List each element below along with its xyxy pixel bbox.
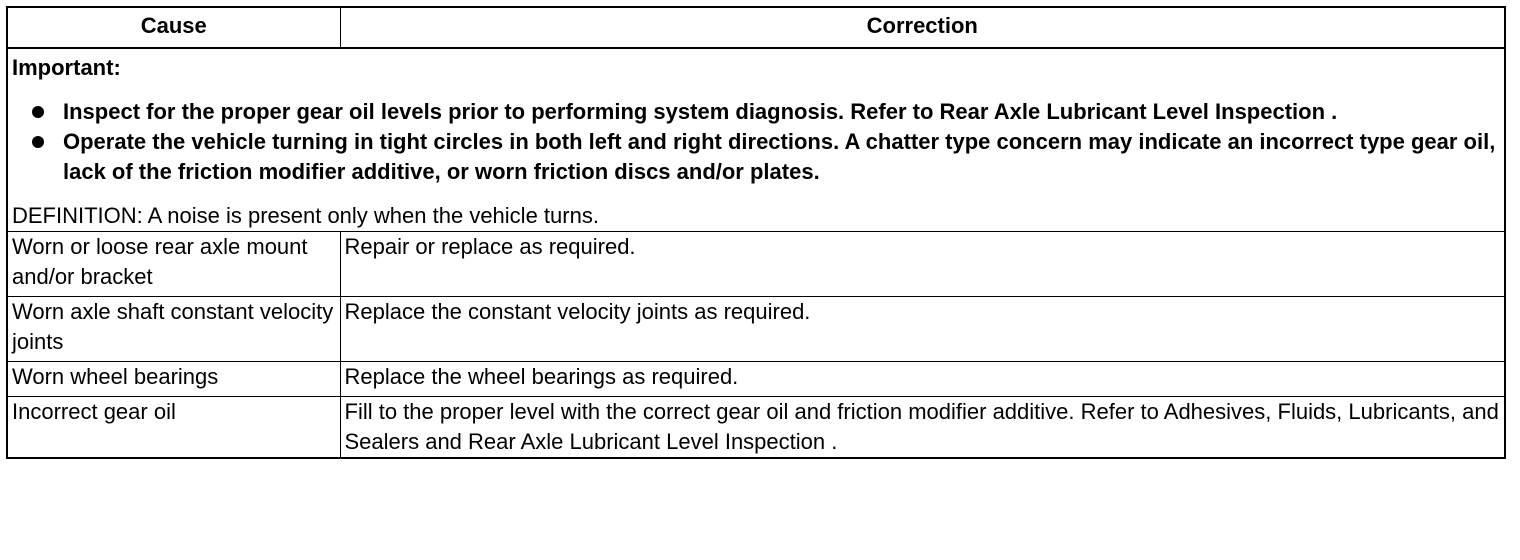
cause-header: Cause [7,7,340,48]
table-row [7,297,1505,362]
important-row [7,48,1505,232]
correction-cell: Replace the wheel bearings as required. [340,362,1505,397]
definition-text: DEFINITION: A noise is present only when the vehicle turns. [12,203,599,228]
important-bullet-item [12,97,1500,127]
bullet-icon [32,136,44,148]
header-row [7,7,1505,48]
bullet-icon [32,106,44,118]
table-row [7,397,1505,459]
important-bullet-item [12,127,1500,187]
correction-cell: Fill to the proper level with the correct gear oil and friction modifier additive. Refer to Adhesives, Fluids, Lubricants, and Sealers and Rear Axle Lubricant Level Inspection . [340,397,1505,459]
correction-header: Correction [340,7,1505,48]
important-bullet-list [12,97,1500,187]
important-cell [7,48,1505,232]
important-label: Important: [12,55,121,80]
diagnostic-table [6,6,1506,459]
correction-cell: Repair or replace as required. [340,232,1505,297]
cause-cell: Worn or loose rear axle mount and/or bracket [7,232,340,297]
cause-cell: Incorrect gear oil [7,397,340,459]
table-row [7,362,1505,397]
important-bullet-text: Operate the vehicle turning in tight circles in both left and right directions. A chatter type concern may indicate an incorrect type gear oil, lack of the friction modifier additive, or worn friction discs and/or plates. [63,129,1496,184]
correction-cell: Replace the constant velocity joints as required. [340,297,1505,362]
cause-cell: Worn axle shaft constant velocity joints [7,297,340,362]
important-bullet-text: Inspect for the proper gear oil levels prior to performing system diagnosis. Refer to Rear Axle Lubricant Level Inspection . [63,99,1338,124]
cause-cell: Worn wheel bearings [7,362,340,397]
table-row [7,232,1505,297]
